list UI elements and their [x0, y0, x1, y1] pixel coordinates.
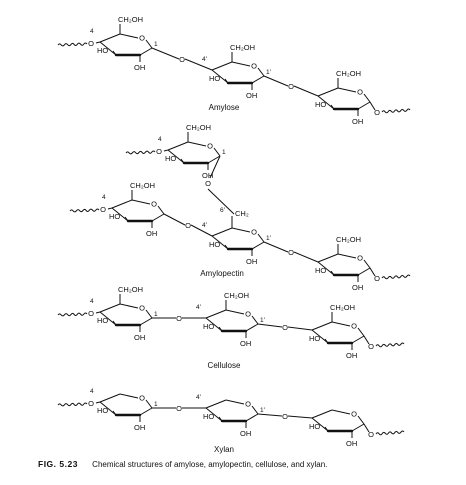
xylan-end — [364, 424, 404, 439]
amylopectin-end — [370, 268, 410, 283]
ring-bond — [358, 328, 364, 336]
carbon-number-1: 1 — [154, 401, 158, 408]
ch2oh-label: CH₂OH — [336, 235, 361, 244]
cellulose-start — [58, 309, 100, 318]
ring-bond — [206, 400, 226, 408]
ring-bond — [168, 142, 188, 150]
oh-label: OH — [134, 333, 146, 342]
oh-label: OH — [240, 339, 252, 348]
end-oxygen: O — [368, 342, 374, 351]
glycosidic-bond — [152, 48, 179, 59]
ho-label: HO — [309, 334, 321, 343]
cellulose-end — [364, 336, 404, 351]
ho-label: HO — [309, 422, 321, 431]
oh-label: OH — [346, 351, 358, 360]
glycosidic-bond — [264, 76, 288, 86]
ring-bond — [212, 228, 232, 236]
glycosidic-bond — [258, 324, 282, 327]
amylose-ring-2 — [202, 43, 272, 100]
end-oxygen: O — [88, 309, 94, 318]
ho-label: HO — [203, 322, 215, 331]
ring-bond — [352, 424, 364, 431]
chain-continuation — [58, 43, 87, 46]
chain-continuation — [376, 343, 404, 347]
ch2oh-label: CH₂OH — [118, 285, 143, 294]
ch2oh-label: CH₂OH — [336, 69, 361, 78]
ch2oh-label: CH₂OH — [330, 303, 355, 312]
ring-bond — [100, 304, 120, 312]
ring-bond — [232, 228, 250, 232]
ring-bond — [338, 88, 356, 92]
glycosidic-bond — [264, 242, 288, 252]
ring-bond — [120, 34, 138, 38]
ring-bond — [206, 310, 226, 318]
ring-bond — [252, 76, 264, 83]
glycosidic-oxygen: O — [176, 404, 182, 413]
amylose-start — [58, 39, 100, 48]
end-bond — [164, 150, 168, 151]
glycosidic-oxygen: O — [288, 82, 294, 91]
amylose-end — [370, 102, 410, 117]
ring-oxygen: O — [357, 253, 363, 263]
carbon-number-6: 6′ — [220, 207, 225, 214]
ho-label: HO — [97, 406, 109, 415]
ring-bond — [318, 88, 338, 96]
ring-bond — [358, 102, 370, 109]
glycosidic-oxygen: O — [288, 248, 294, 257]
end-bond — [108, 208, 112, 209]
ch2oh-label: CH₂OH — [186, 123, 211, 132]
oh-label: OH — [134, 423, 146, 432]
ring-bond — [358, 268, 370, 275]
ring-bond — [252, 316, 258, 324]
oh-label: OH — [352, 117, 364, 126]
amylopectin-branch-ring — [158, 123, 226, 180]
amylose-ring-1 — [90, 15, 158, 72]
glycosidic-oxygen: O — [176, 314, 182, 323]
end-bond — [96, 312, 100, 313]
ring-oxygen: O — [245, 309, 251, 319]
cellulose-title: Cellulose — [207, 361, 241, 370]
oh-label: OH — [346, 439, 358, 448]
ring-bond — [132, 200, 150, 204]
ch2oh-label: CH₂OH — [224, 291, 249, 300]
glycosidic-oxygen: O — [282, 412, 288, 421]
ring-bond — [158, 206, 164, 214]
ho-label: HO — [315, 266, 327, 275]
ring-oxygen: O — [251, 61, 257, 71]
end-oxygen: O — [374, 274, 380, 283]
glycosidic-bond — [294, 86, 318, 96]
ring-bond — [318, 254, 338, 262]
ring-bond — [312, 322, 332, 330]
glycosidic-oxygen: O — [179, 55, 185, 64]
ho-label: HO — [203, 412, 215, 421]
oh-label: OH — [202, 171, 214, 180]
ring-bond — [252, 406, 258, 414]
end-bond — [96, 402, 100, 403]
chain-continuation — [126, 151, 155, 154]
amylopectin-start — [70, 205, 112, 214]
ho-label: HO — [165, 154, 177, 163]
ring-bond — [258, 68, 264, 76]
ring-bond — [100, 394, 120, 402]
cellulose-ring-3 — [309, 303, 364, 360]
end-oxygen: O — [374, 108, 380, 117]
carbon-number-1: 1′ — [260, 317, 265, 324]
ho-label: HO — [315, 100, 327, 109]
ring-bond — [226, 400, 244, 404]
ring-bond — [358, 416, 364, 424]
ring-bond — [140, 48, 152, 55]
amylopectin-title: Amylopectin — [200, 269, 244, 278]
ring-bond — [312, 410, 332, 418]
xylan-title: Xylan — [213, 445, 235, 454]
carbon-number-1: 1′ — [266, 69, 271, 76]
chain-continuation — [70, 209, 99, 212]
carbon-number-1: 1 — [222, 149, 226, 156]
end-oxygen: O — [156, 147, 162, 156]
cellulose-linkage-2 — [258, 323, 312, 332]
amylopectin-ring-1 — [102, 181, 164, 238]
amylopectin-linkage-2 — [264, 242, 318, 262]
oh-label: OH — [246, 91, 258, 100]
ring-bond — [188, 142, 206, 146]
glycosidic-oxygen: O — [282, 323, 288, 332]
carbon-number-4: 4′ — [196, 304, 201, 311]
chain-continuation — [58, 403, 87, 406]
carbon-number-4: 4′ — [196, 394, 201, 401]
ring-bond — [146, 400, 152, 408]
xylan-start — [58, 399, 100, 408]
xylan-ring-2 — [196, 394, 266, 438]
oh-label: OH — [246, 257, 258, 266]
oh-label: OH — [146, 229, 158, 238]
ring-bond — [352, 336, 364, 343]
ring-oxygen: O — [351, 321, 357, 331]
glycosidic-bond — [185, 59, 212, 70]
ho-label: HO — [97, 46, 109, 55]
end-oxygen: O — [88, 399, 94, 408]
end-oxygen: O — [88, 39, 94, 48]
ring-bond — [252, 242, 264, 249]
amylopectin-branch-start — [126, 147, 168, 156]
glycosidic-oxygen: O — [185, 221, 191, 230]
amylopectin-branch-linkage — [205, 156, 234, 214]
ring-bond — [140, 318, 152, 325]
carbon-number-1: 1 — [154, 311, 158, 318]
ring-bond — [152, 214, 164, 221]
ring-bond — [146, 310, 152, 318]
ring-bond — [364, 260, 370, 268]
amylose-linkage-2 — [264, 76, 318, 96]
carbon-number-4: 4′ — [202, 222, 207, 229]
figure-caption — [38, 459, 458, 469]
glycosidic-bond — [288, 327, 312, 330]
ho-label: HO — [97, 316, 109, 325]
carbon-number-1: 1′ — [266, 235, 271, 242]
ring-oxygen: O — [139, 393, 145, 403]
ring-oxygen: O — [139, 33, 145, 43]
ch2-label: CH₂ — [235, 209, 249, 218]
ring-bond — [332, 322, 350, 326]
caption-text: Chemical structures of amylose, amylopectin, cellulose, and xylan. — [92, 460, 328, 469]
ring-oxygen: O — [207, 141, 213, 151]
carbon-number-4: 4 — [102, 194, 106, 201]
cellulose-linkage-1 — [152, 314, 206, 323]
figure-number: FIG. 5.23 — [38, 459, 78, 469]
ring-oxygen: O — [251, 227, 257, 237]
glycosidic-bond — [288, 416, 312, 418]
cellulose-ring-1 — [90, 285, 158, 342]
xylan-ring-3 — [309, 410, 364, 449]
chain-continuation — [376, 431, 404, 435]
amylopectin-ring-3 — [315, 235, 370, 292]
ring-bond — [140, 408, 152, 415]
ring-bond — [112, 200, 132, 208]
branch-oxygen: O — [205, 179, 211, 188]
end-bond — [96, 42, 100, 43]
xylan-linkage-2 — [258, 412, 312, 421]
ring-bond — [258, 234, 264, 242]
chain-continuation — [382, 275, 410, 279]
ring-bond — [212, 62, 232, 70]
end-oxygen: O — [368, 430, 374, 439]
carbon-number-4: 4 — [90, 28, 94, 35]
ring-oxygen: O — [357, 87, 363, 97]
oh-label: OH — [240, 429, 252, 438]
end-oxygen: O — [100, 205, 106, 214]
ring-bond — [120, 394, 138, 398]
ring-oxygen: O — [151, 199, 157, 209]
ring-oxygen: O — [351, 409, 357, 419]
glycosidic-bond — [258, 414, 282, 416]
ring-bond — [338, 254, 356, 258]
ch2oh-label: CH₂OH — [130, 181, 155, 190]
ring-bond — [246, 414, 258, 421]
ring-bond — [120, 304, 138, 308]
carbon-number-4: 4 — [90, 388, 94, 395]
oh-label: OH — [134, 63, 146, 72]
oh-label: OH — [352, 283, 364, 292]
carbon-number-4: 4′ — [202, 56, 207, 63]
carbon-number-4: 4 — [90, 298, 94, 305]
chain-continuation — [382, 109, 410, 113]
ring-bond — [100, 34, 120, 42]
ho-label: HO — [109, 212, 121, 221]
glycosidic-bond — [164, 214, 185, 225]
xylan-ring-1 — [90, 388, 158, 432]
amylose-ring-3 — [315, 69, 370, 126]
ho-label: HO — [209, 240, 221, 249]
ch2oh-label: CH₂OH — [230, 43, 255, 52]
ring-bond — [226, 310, 244, 314]
ch2oh-label: CH₂OH — [118, 15, 143, 24]
ring-bond — [246, 324, 258, 331]
carbon-number-4: 4 — [158, 136, 162, 143]
ring-bond — [364, 94, 370, 102]
chain-continuation — [58, 313, 87, 316]
cellulose-ring-2 — [196, 291, 266, 348]
ring-oxygen: O — [245, 399, 251, 409]
ring-bond — [332, 410, 350, 414]
carbon-number-1: 1 — [154, 41, 158, 48]
ring-bond — [214, 148, 220, 156]
ring-bond — [146, 40, 152, 48]
xylan-linkage-1 — [152, 404, 206, 413]
amylopectin-ring-2 — [202, 209, 272, 266]
amylose-title: Amylose — [208, 103, 240, 112]
ho-label: HO — [209, 74, 221, 83]
ring-oxygen: O — [139, 303, 145, 313]
ring-bond — [232, 62, 250, 66]
carbon-number-1: 1′ — [260, 407, 265, 414]
glycosidic-bond — [294, 252, 318, 262]
